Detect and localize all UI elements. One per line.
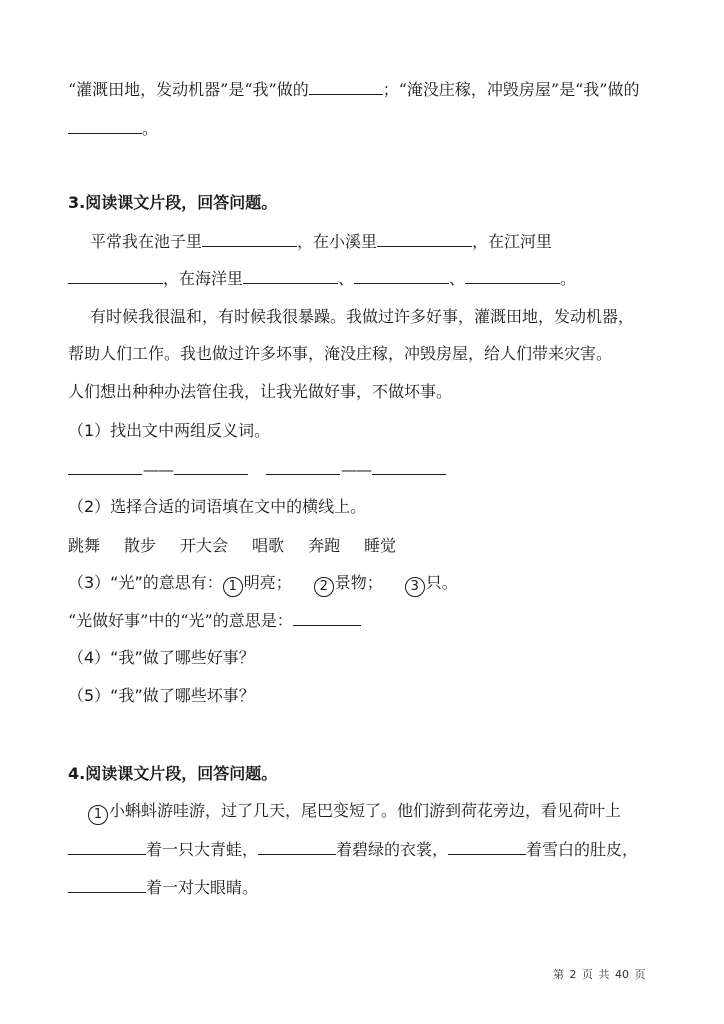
- question-text: “光做好事”中的“光”的意思是：: [68, 611, 293, 630]
- answer-blank[interactable]: [68, 876, 146, 893]
- q3-heading: 3.阅读课文片段，回答问题。: [68, 193, 278, 212]
- sub-question-label: （3）“光”的意思有：: [68, 573, 223, 592]
- q3-fill-line2: [68, 267, 576, 290]
- answer-blank[interactable]: [309, 78, 383, 95]
- word-option: 睡觉: [364, 536, 397, 555]
- dash: ——: [341, 460, 371, 479]
- q3-sub4: （4）“我”做了哪些好事？: [68, 648, 255, 667]
- answer-blank[interactable]: [68, 117, 142, 134]
- passage-line: 帮助人们工作。我也做过许多坏事，淹没庄稼，冲毁房屋，给人们带来灾害。: [68, 344, 613, 363]
- passage-line: 人们想出种种办法管住我，让我光做好事，不做坏事。: [68, 382, 453, 401]
- meaning-text: 明亮；: [243, 573, 292, 592]
- separator: 、: [338, 269, 355, 288]
- dash: ——: [143, 460, 173, 479]
- answer-blank[interactable]: [293, 609, 361, 626]
- fill-text: 平常我在池子里: [90, 232, 203, 251]
- circled-number-icon: 1: [223, 577, 243, 597]
- q2-tail-line1: [68, 78, 639, 101]
- period: 。: [142, 119, 159, 138]
- q4-line2: [68, 838, 638, 861]
- meaning-text: 景物；: [334, 573, 383, 592]
- period: 。: [560, 269, 577, 288]
- q4-line3: [68, 876, 258, 899]
- q3-sub2: （2）选择合适的词语填在文中的横线上。: [68, 497, 367, 516]
- answer-blank[interactable]: [174, 458, 248, 475]
- word-option: 奔跑: [308, 536, 341, 555]
- meaning-text: 只。: [425, 573, 458, 592]
- circled-number-icon: 3: [405, 577, 425, 597]
- passage-line: 有时候我很温和，有时候我很暴躁。我做过许多好事，灌溉田地，发动机器，: [90, 307, 635, 326]
- word-option: 开大会: [180, 536, 229, 555]
- page-footer: 第 2 页 共 40 页: [553, 968, 646, 981]
- separator: ；: [382, 80, 399, 99]
- q2-tail-text-b: “淹没庄稼，冲毁房屋”是“我”做的: [398, 80, 640, 99]
- answer-blank[interactable]: [68, 458, 142, 475]
- answer-blank[interactable]: [202, 230, 297, 247]
- answer-blank[interactable]: [243, 267, 338, 284]
- passage-text: 小蝌蚪游哇游，过了几天，尾巴变短了。他们游到荷花旁边，看见荷叶上: [109, 801, 622, 820]
- q3-fill-line1: [90, 230, 552, 253]
- answer-blank[interactable]: [68, 838, 146, 855]
- answer-blank[interactable]: [465, 267, 560, 284]
- circled-number-icon: 2: [314, 577, 334, 597]
- fill-text: ，在江河里: [472, 232, 553, 251]
- antonym-answer-row: [68, 458, 446, 481]
- fill-text: ，在海洋里: [163, 269, 244, 288]
- q4-heading: 4.阅读课文片段，回答问题。: [68, 764, 278, 783]
- answer-blank[interactable]: [266, 458, 340, 475]
- word-option: 散步: [124, 536, 157, 555]
- word-option: 跳舞: [68, 536, 101, 555]
- passage-text: 着一只大青蛙，: [146, 840, 259, 859]
- answer-blank[interactable]: [377, 230, 472, 247]
- passage-text: 着碧绿的衣裳，: [336, 840, 449, 859]
- q3-sub3-ask: [68, 609, 361, 632]
- passage-text: 着雪白的肚皮，: [526, 840, 639, 859]
- fill-text: ，在小溪里: [297, 232, 378, 251]
- answer-blank[interactable]: [372, 458, 446, 475]
- q2-tail-line2: [68, 117, 158, 140]
- q3-sub1: （1）找出文中两组反义词。: [68, 421, 271, 440]
- answer-blank[interactable]: [448, 838, 526, 855]
- circled-number-icon: 1: [88, 805, 108, 825]
- q4-line1: [88, 800, 621, 825]
- word-options: [68, 535, 396, 557]
- answer-blank[interactable]: [354, 267, 449, 284]
- word-option: 唱歌: [252, 536, 285, 555]
- q3-sub5: （5）“我”做了哪些坏事？: [68, 686, 255, 705]
- answer-blank[interactable]: [68, 267, 163, 284]
- q3-sub3: [68, 572, 458, 597]
- separator: 、: [449, 269, 466, 288]
- answer-blank[interactable]: [258, 838, 336, 855]
- q2-tail-text-a: “灌溉田地，发动机器”是“我”做的: [68, 80, 309, 99]
- passage-text: 着一对大眼睛。: [146, 878, 259, 897]
